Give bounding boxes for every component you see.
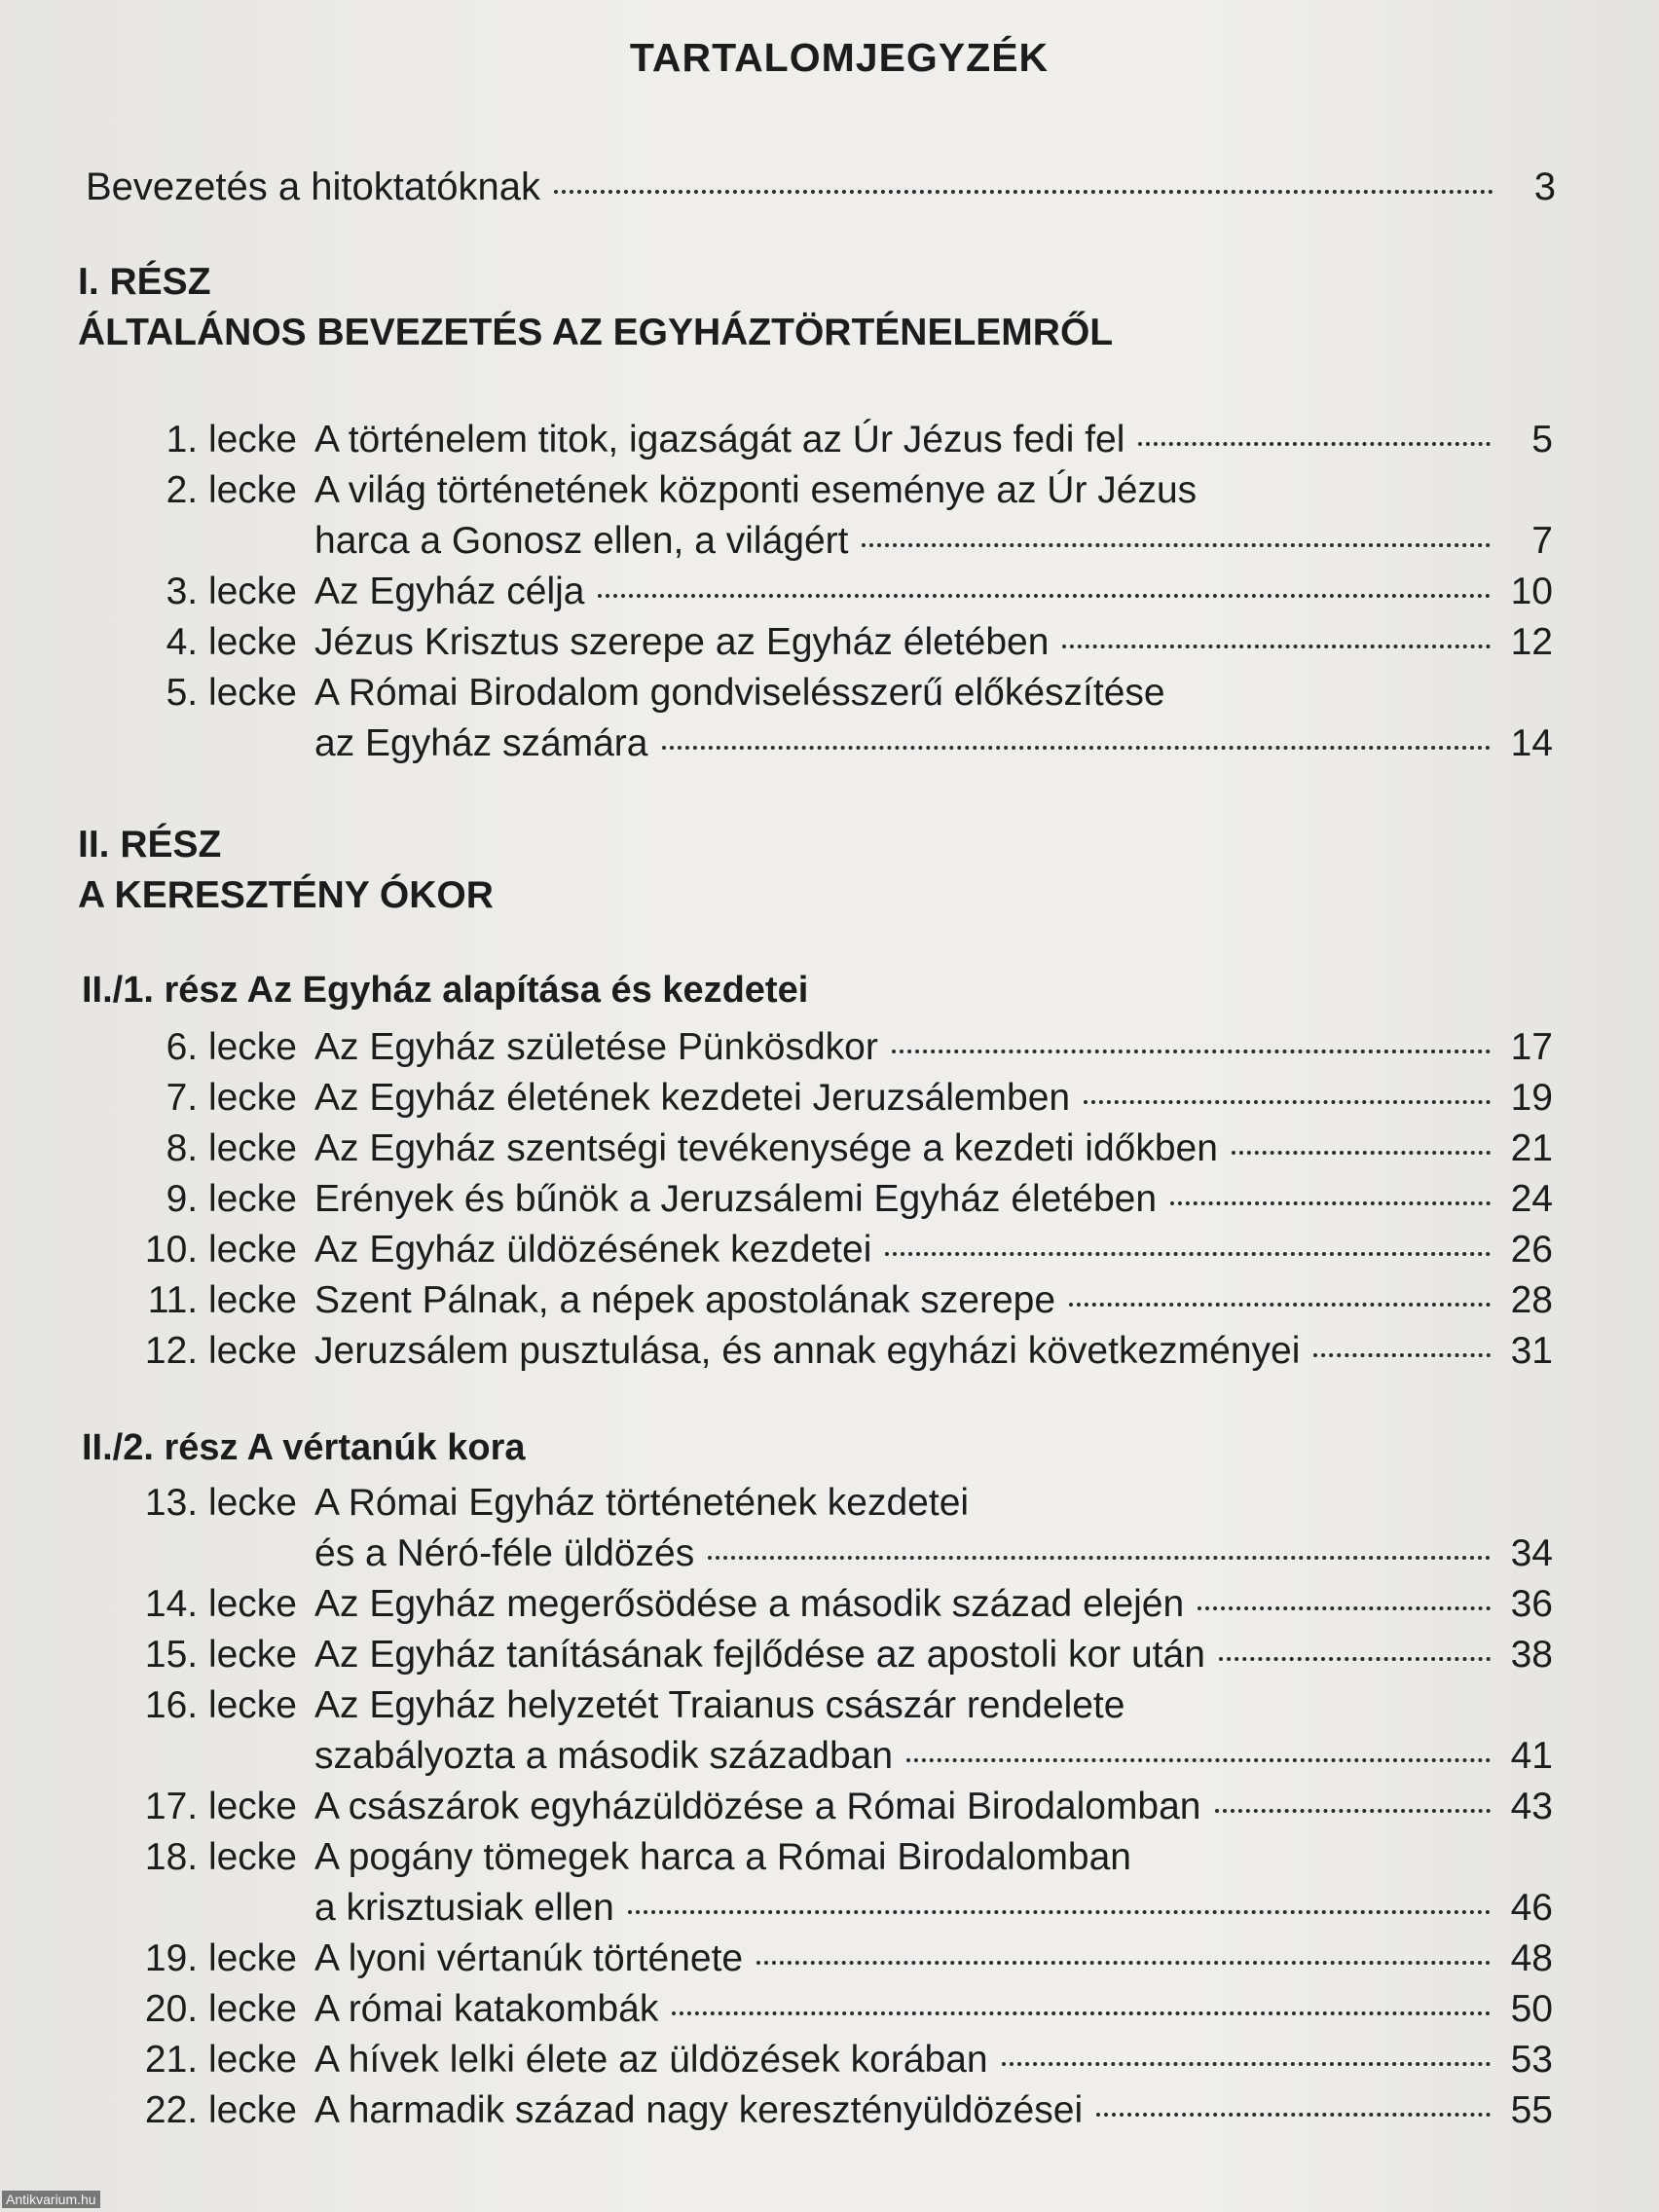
leader-dots — [1219, 1657, 1491, 1661]
leader-dots — [1002, 2062, 1491, 2066]
lesson-number: 20. lecke — [144, 1988, 297, 2030]
lesson-body — [314, 465, 1553, 567]
toc-entry — [78, 1934, 1553, 1984]
toc-entry — [78, 1124, 1553, 1174]
toc-entry — [78, 1225, 1553, 1275]
entry-page: 46 — [1510, 1887, 1553, 1929]
lesson-title: Az Egyház születése Pünkösdkor — [314, 1026, 878, 1068]
lesson-title: A világ történetének központi eseménye az Úr Jézus — [314, 469, 1198, 511]
lesson-line — [314, 1731, 1553, 1782]
lesson-number: 22. lecke — [144, 2089, 297, 2131]
lesson-number: 16. lecke — [144, 1684, 297, 1726]
subpart1-lessons — [78, 1022, 1553, 1377]
leader-dots — [672, 2011, 1491, 2015]
toc-entry — [78, 1680, 1553, 1782]
lesson-number: 13. lecke — [144, 1482, 297, 1524]
lesson-number: 8. lecke — [166, 1127, 297, 1169]
lesson-body — [314, 1275, 1553, 1326]
lesson-title: szabályozta a második században — [314, 1735, 894, 1777]
leader-dots — [862, 543, 1491, 547]
lesson-line — [314, 1326, 1553, 1377]
lesson-title: Szent Pálnak, a népek apostolának szerepe — [314, 1279, 1056, 1321]
lesson-line — [314, 1579, 1553, 1630]
lesson-number: 7. lecke — [166, 1077, 297, 1119]
lesson-line — [314, 2035, 1553, 2085]
leader-dots — [906, 1758, 1491, 1762]
lesson-number: 17. lecke — [144, 1786, 297, 1827]
lesson-title: A császárok egyházüldözése a Római Birodalomban — [314, 1786, 1201, 1827]
lesson-line — [314, 2085, 1553, 2136]
lesson-title: A Római Egyház történetének kezdetei — [314, 1482, 970, 1524]
lesson-body — [314, 2085, 1553, 2136]
lesson-title: A hívek lelki élete az üldözések korában — [314, 2039, 988, 2081]
lesson-number: 11. lecke — [147, 1279, 297, 1321]
lesson-number: 18. lecke — [144, 1836, 297, 1878]
lesson-title: Az Egyház célja — [314, 571, 585, 612]
lesson-number: 14. lecke — [144, 1583, 297, 1625]
lesson-line — [314, 415, 1553, 465]
lesson-title: Az Egyház szentségi tevékenysége a kezdeti időkben — [314, 1127, 1218, 1169]
leader-dots — [598, 594, 1491, 598]
entry-page: 14 — [1510, 722, 1553, 764]
lesson-body — [314, 1225, 1553, 1275]
lesson-title: a krisztusiak ellen — [314, 1887, 614, 1929]
entry-page: 21 — [1510, 1127, 1553, 1169]
lesson-body — [314, 415, 1553, 465]
lesson-line — [314, 567, 1553, 617]
lesson-line — [314, 1934, 1553, 1984]
leader-dots — [554, 190, 1493, 194]
entry-page: 12 — [1510, 621, 1553, 663]
lesson-line — [314, 668, 1553, 719]
toc-entry — [78, 2085, 1553, 2136]
lesson-line — [314, 1022, 1553, 1073]
lesson-title: harca a Gonosz ellen, a világért — [314, 520, 849, 562]
toc-entry — [78, 668, 1553, 769]
lesson-body — [314, 1579, 1553, 1630]
lesson-line — [314, 1124, 1553, 1174]
lesson-number: 19. lecke — [144, 1937, 297, 1979]
entry-page: 19 — [1510, 1077, 1553, 1119]
subpart2-lessons — [78, 1478, 1553, 2136]
lesson-line — [314, 1478, 1553, 1529]
toc-entry-intro — [86, 166, 1556, 209]
page-title: TARTALOMJEGYZÉK — [629, 35, 1050, 80]
toc-entry — [78, 1275, 1553, 1326]
entry-page: 50 — [1510, 1988, 1553, 2030]
lesson-title: Erények és bűnök a Jeruzsálemi Egyház életében — [314, 1178, 1158, 1220]
lesson-line — [314, 1984, 1553, 2035]
lesson-body — [314, 2035, 1553, 2085]
lesson-title: Jézus Krisztus szerepe az Egyház életében — [314, 621, 1050, 663]
lesson-line — [314, 1680, 1553, 1731]
lesson-line — [314, 1883, 1553, 1934]
toc-entry — [78, 2035, 1553, 2085]
toc-entry — [78, 1478, 1553, 1579]
lesson-title: A pogány tömegek harca a Római Birodalomban — [314, 1836, 1131, 1878]
lesson-title: Az Egyház életének kezdetei Jeruzsálemben — [314, 1077, 1071, 1119]
toc-entry — [78, 1832, 1553, 1934]
lesson-title: A lyoni vértanúk története — [314, 1937, 744, 1979]
lesson-number: 9. lecke — [166, 1178, 297, 1220]
lesson-number: 2. lecke — [166, 469, 297, 511]
toc-entry — [78, 465, 1553, 567]
leader-dots — [1138, 442, 1491, 446]
toc-entry — [78, 1073, 1553, 1124]
leader-dots — [1062, 645, 1491, 648]
toc-entry — [78, 1579, 1553, 1630]
leader-dots — [1069, 1303, 1491, 1307]
entry-page: 24 — [1510, 1178, 1553, 1220]
entry-page: 53 — [1510, 2039, 1553, 2081]
leader-dots — [885, 1252, 1491, 1256]
part1-lessons — [78, 415, 1553, 769]
lesson-line — [314, 1529, 1553, 1579]
toc-entry — [78, 415, 1553, 465]
leader-dots — [1313, 1353, 1491, 1357]
lesson-line — [314, 516, 1553, 567]
entry-page: 36 — [1510, 1583, 1553, 1625]
toc-entry — [78, 1630, 1553, 1680]
leader-dots — [1084, 1100, 1491, 1104]
lesson-body — [314, 1022, 1553, 1073]
lesson-line — [314, 1275, 1553, 1326]
lesson-title: Az Egyház helyzetét Traianus császár rendelete — [314, 1684, 1125, 1726]
entry-page: 34 — [1510, 1532, 1553, 1574]
part2-heading: II. RÉSZ A KERESZTÉNY ÓKOR — [78, 824, 494, 916]
entry-page: 7 — [1531, 520, 1553, 562]
leader-dots — [662, 746, 1492, 750]
leader-dots — [1215, 1809, 1491, 1813]
lesson-line — [314, 1225, 1553, 1275]
lesson-body — [314, 1934, 1553, 1984]
leader-dots — [1198, 1606, 1491, 1610]
lesson-body — [314, 1174, 1553, 1225]
entry-page: 38 — [1510, 1634, 1553, 1676]
lesson-number: 21. lecke — [144, 2039, 297, 2081]
lesson-title: Az Egyház megerősödése a második század elején — [314, 1583, 1185, 1625]
lesson-number: 15. lecke — [144, 1634, 297, 1676]
lesson-number: 5. lecke — [166, 672, 297, 714]
entry-page: 3 — [1533, 166, 1556, 208]
leader-dots — [1096, 2113, 1491, 2117]
lesson-title: A római katakombák — [314, 1988, 659, 2030]
lesson-number: 12. lecke — [144, 1330, 297, 1372]
watermark: Antikvarium.hu — [2, 2191, 100, 2208]
lesson-title: A történelem titok, igazságát az Úr Jézus fedi fel — [314, 419, 1125, 461]
leader-dots — [1232, 1151, 1491, 1155]
entry-page: 26 — [1510, 1229, 1553, 1271]
lesson-body — [314, 1680, 1553, 1782]
lesson-body — [314, 1630, 1553, 1680]
toc-entry — [78, 617, 1553, 668]
lesson-body — [314, 617, 1553, 668]
lesson-body — [314, 1984, 1553, 2035]
entry-page: 10 — [1510, 571, 1553, 612]
lesson-title: Az Egyház üldözésének kezdetei — [314, 1229, 872, 1271]
leader-dots — [892, 1050, 1491, 1053]
lesson-title: A Római Birodalom gondviselésszerű előkészítése — [314, 672, 1165, 714]
lesson-title: Az Egyház tanításának fejlődése az apostoli kor után — [314, 1634, 1205, 1676]
toc-entry — [78, 1326, 1553, 1377]
lesson-title: Jeruzsálem pusztulása, és annak egyházi következményei — [314, 1330, 1301, 1372]
lesson-title: A harmadik század nagy keresztényüldözései — [314, 2089, 1084, 2131]
lesson-line — [314, 617, 1553, 668]
entry-page: 55 — [1510, 2089, 1553, 2131]
lesson-line — [314, 1832, 1553, 1883]
toc-entry — [78, 1984, 1553, 2035]
lesson-line — [314, 719, 1553, 769]
lesson-number: 4. lecke — [166, 621, 297, 663]
lesson-number: 6. lecke — [166, 1026, 297, 1068]
lesson-title: az Egyház számára — [314, 722, 648, 764]
part1-heading: I. RÉSZ ÁLTALÁNOS BEVEZETÉS AZ EGYHÁZTÖRTÉNELEMRŐL — [78, 261, 1114, 353]
toc-entry — [78, 1022, 1553, 1073]
lesson-line — [314, 465, 1553, 516]
leader-dots — [708, 1556, 1491, 1560]
entry-page: 31 — [1510, 1330, 1553, 1372]
entry-page: 28 — [1510, 1279, 1553, 1321]
lesson-title: és a Néró-féle üldözés — [314, 1532, 695, 1574]
lesson-body — [314, 1326, 1553, 1377]
lesson-number: 1. lecke — [166, 419, 297, 461]
lesson-line — [314, 1630, 1553, 1680]
lesson-line — [314, 1073, 1553, 1124]
entry-page: 48 — [1510, 1937, 1553, 1979]
entry-page: 5 — [1531, 419, 1553, 461]
leader-dots — [1170, 1201, 1491, 1205]
entry-page: 41 — [1510, 1735, 1553, 1777]
lesson-line — [314, 1174, 1553, 1225]
subpart1-heading: II./1. rész Az Egyház alapítása és kezdetei — [82, 970, 809, 1011]
lesson-number: 3. lecke — [166, 571, 297, 612]
lesson-body — [314, 1782, 1553, 1832]
entry-page: 43 — [1510, 1786, 1553, 1827]
entry-page: 17 — [1510, 1026, 1553, 1068]
leader-dots — [756, 1961, 1491, 1965]
toc-entry — [78, 1174, 1553, 1225]
lesson-body — [314, 668, 1553, 769]
lesson-number: 10. lecke — [144, 1229, 297, 1271]
toc-entry — [78, 1782, 1553, 1832]
lesson-body — [314, 1478, 1553, 1579]
entry-text: Bevezetés a hitoktatóknak — [86, 166, 540, 208]
toc-entry — [78, 567, 1553, 617]
lesson-line — [314, 1782, 1553, 1832]
lesson-body — [314, 1073, 1553, 1124]
lesson-body — [314, 1832, 1553, 1934]
leader-dots — [628, 1910, 1491, 1914]
lesson-body — [314, 567, 1553, 617]
subpart2-heading: II./2. rész A vértanúk kora — [82, 1427, 526, 1468]
lesson-body — [314, 1124, 1553, 1174]
